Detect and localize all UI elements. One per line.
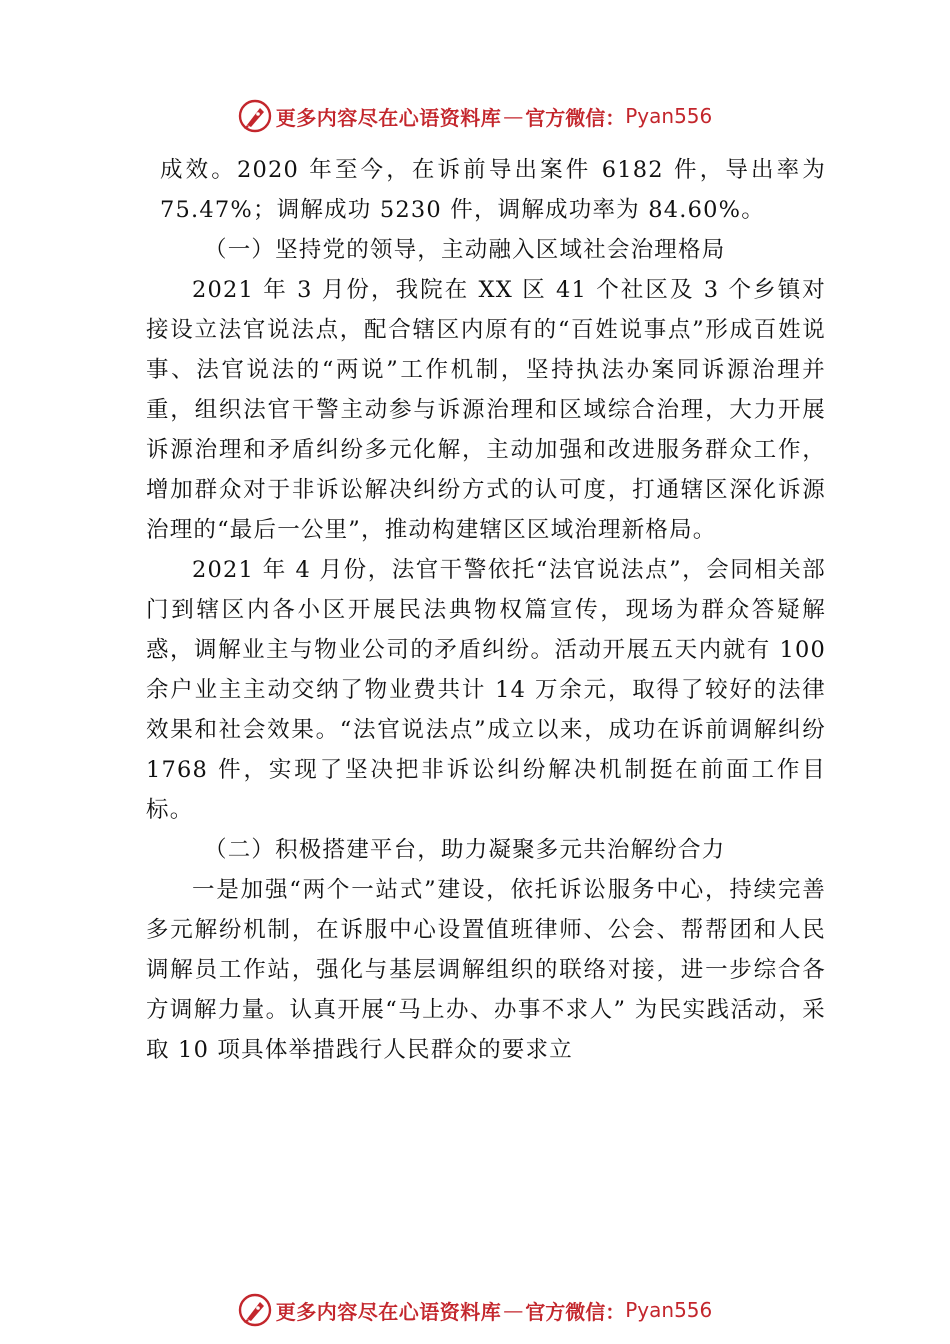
watermark-tag: 官方微信： [525, 1299, 626, 1324]
watermark-banner-top [0, 96, 950, 136]
watermark-handle: Pyan556 [625, 104, 713, 128]
section-heading-1: （一）坚持党的领导，主动融入区域社会治理格局 [204, 237, 726, 263]
watermark-banner-bottom [0, 1290, 950, 1330]
watermark-handle: Pyan556 [625, 1298, 713, 1322]
pen-nib-logo-icon [238, 1293, 272, 1327]
watermark-tag: 官方微信： [525, 105, 626, 130]
document-body [146, 150, 826, 1070]
watermark-brand: 更多内容尽在心语资料库 [275, 105, 502, 130]
watermark-separator: — [503, 104, 524, 128]
watermark-separator: — [503, 1298, 524, 1322]
paragraph-lead: 成效。2020 年至今，在诉前导出案件 6182 件，导出率为 75.47%；调解成功 5230 件，调解成功率为 84.60%。 [160, 157, 826, 223]
paragraph-body: 2021 年 4 月份，法官干警依托“法官说法点”，会同相关部门到辖区内各小区开展民法典物权篇宣传，现场为群众答疑解惑，调解业主与物业公司的矛盾纠纷。活动开展五天内就有 100 余户业主主动交纳了物业费共计 14 万余元，取得了较好的法律效果和社会效果。“法官说法点”成立以来，成功在诉前调解纠纷 1768 件，实现了坚决把非诉讼纠纷解决机制挺在前面工作目标。 [146, 557, 826, 823]
paragraph-body: 2021 年 3 月份，我院在 XX 区 41 个社区及 3 个乡镇对接设立法官说法点，配合辖区内原有的“百姓说事点”形成百姓说事、法官说法的“两说”工作机制，坚持执法办案同诉源治理并重，组织法官干警主动参与诉源治理和区域综合治理，大力开展诉源治理和矛盾纠纷多元化解，主动加强和改进服务群众工作，增加群众对于非诉讼解决纠纷方式的认可度，打通辖区深化诉源治理的“最后一公里”，推动构建辖区区域治理新格局。 [146, 277, 826, 543]
section-heading-2: （二）积极搭建平台，助力凝聚多元共治解纷合力 [204, 837, 726, 863]
paragraph-body: 一是加强“两个一站式”建设，依托诉讼服务中心，持续完善多元解纷机制，在诉服中心设置值班律师、公会、帮帮团和人民调解员工作站，强化与基层调解组织的联络对接，进一步综合各方调解力量。认真开展“马上办、办事不求人” 为民实践活动，采取 10 项具体举措践行人民群众的要求立 [146, 877, 826, 1063]
pen-nib-logo-icon [238, 99, 272, 133]
watermark-brand: 更多内容尽在心语资料库 [275, 1299, 502, 1324]
